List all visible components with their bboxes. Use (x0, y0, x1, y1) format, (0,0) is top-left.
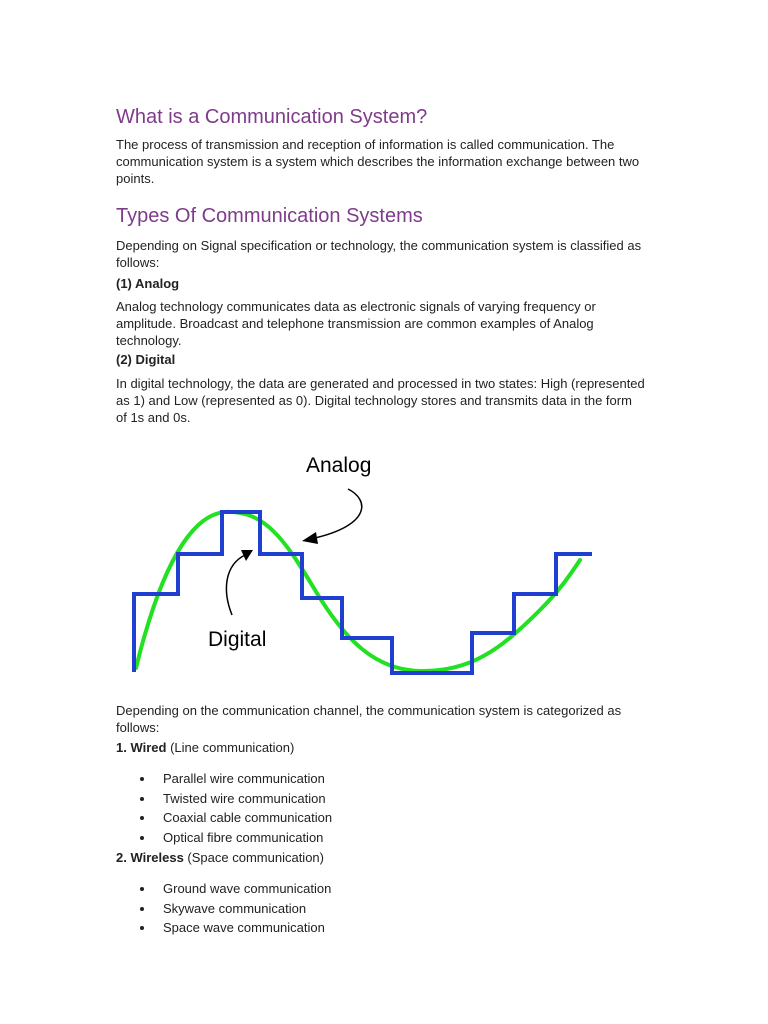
wireless-list (116, 879, 331, 938)
list-item (116, 828, 332, 848)
heading-communication-system: What is a Communication System? (116, 106, 428, 128)
paragraph-definition: The process of transmission and reception of information is called communication. The communication system is a system which describes the information exchange between two points. (116, 137, 640, 186)
analog-wave-curve (136, 512, 580, 671)
list-item-text: Optical fibre communication (163, 829, 324, 845)
digital-label: Digital (208, 628, 267, 651)
list-item (116, 879, 331, 899)
list-item-text: Ground wave communication (163, 881, 332, 896)
list-item-text: Coaxial cable communication (163, 810, 333, 825)
heading-types: Types Of Communication Systems (116, 205, 423, 227)
wired-list (116, 769, 332, 847)
bullet-icon (140, 887, 144, 891)
paragraph-channel-intro: Depending on the communication channel, the communication system is categorized as follows: (116, 703, 622, 735)
paragraph-digital: In digital technology, the data are generated and processed in two states: High (represented as 1) and Low (represented as 0). Digital technology stores and transmits data in the form of 1s and 0s. (116, 376, 645, 425)
analog-label: Analog (306, 454, 372, 477)
list-item-text: Skywave communication (163, 900, 307, 916)
paragraph-analog: Analog technology communicates data as electronic signals of varying frequency or amplitude. Broadcast and telephone transmission are common examples of Analog technology. (116, 299, 596, 348)
analog-digital-diagram (120, 440, 610, 690)
analog-arrow-head (302, 532, 318, 544)
wireless-note: (Space communication) (183, 850, 324, 865)
list-item-text: Space wave communication (163, 920, 325, 935)
analog-pointer-arrow (315, 489, 362, 538)
list-item (116, 789, 332, 809)
list-item-text: Twisted wire communication (163, 790, 326, 806)
bullet-icon (140, 777, 144, 781)
digital-pointer-arrow (226, 555, 245, 615)
list-item (116, 899, 331, 919)
subheading-digital: (2) Digital (116, 352, 176, 367)
list-item (116, 918, 331, 938)
bullet-icon (140, 926, 144, 930)
wired-note: (Line communication) (166, 740, 295, 755)
wireless-title: 2. Wireless (116, 850, 184, 865)
paragraph-types-intro: Depending on Signal specification or technology, the communication system is classified as follows: (116, 238, 642, 270)
bullet-icon (140, 907, 144, 911)
wired-heading (116, 740, 294, 755)
list-item-text: Parallel wire communication (163, 771, 325, 786)
wired-title: 1. Wired (116, 740, 167, 755)
bullet-icon (140, 816, 144, 820)
wireless-heading (116, 850, 324, 865)
bullet-icon (140, 797, 144, 801)
subheading-analog: (1) Analog (116, 276, 180, 291)
list-item (116, 769, 332, 789)
bullet-icon (140, 836, 144, 840)
list-item (116, 808, 332, 828)
